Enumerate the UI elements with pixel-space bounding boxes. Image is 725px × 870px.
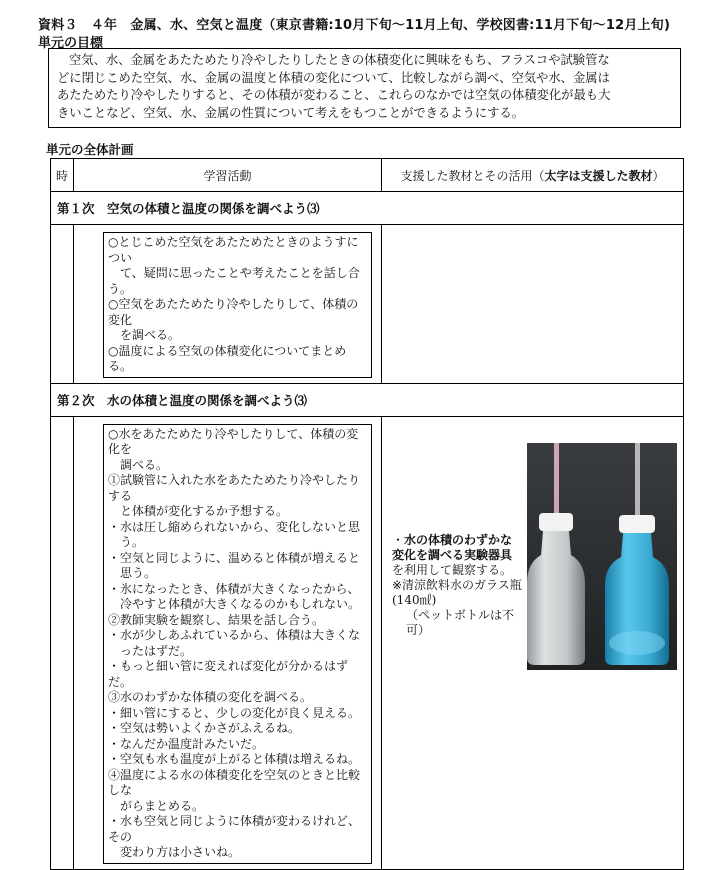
activity-line: 変わり方は小さいね。 xyxy=(108,845,241,859)
activity-line: う。 xyxy=(108,535,145,549)
header-support: 支援した教材とその活用（太字は支援した教材） xyxy=(382,159,684,192)
bottle-illustration xyxy=(527,443,677,670)
activity-line: 調べる。 xyxy=(108,457,169,472)
activity-line: ②教師実験を観察し、結果を話し合う。 xyxy=(108,612,325,627)
goal-line: 空気、水、金属をあたためたり冷やしたりしたときの体積変化に興味をもち、フラスコや試験管な xyxy=(69,53,610,67)
header-time: 時 xyxy=(51,159,74,192)
document-title: 資料３ ４年 金属、水、空気と温度（東京書籍:10月下旬〜11月上旬、学校図書:11月下旬〜12月上旬) xyxy=(38,18,671,33)
unit-goal-heading: 単元の目標 xyxy=(38,36,104,51)
activity-line: ・細い管にすると、少しの変化が良く見える。 xyxy=(108,705,361,720)
activity-line: ・氷になったとき、体積が大きくなったから、 xyxy=(108,581,360,596)
activity-line: ○水をあたためたり冷やしたりして、体積の変化を xyxy=(108,426,359,456)
activity-line: ・空気と同じように、温めると体積が増えると xyxy=(108,550,361,565)
section2-title: 第２次 水の体積と温度の関係を調べよう⑶ xyxy=(51,383,684,416)
activity-line: ったはずだ。 xyxy=(108,643,193,658)
glass-bottle-experiment-photo xyxy=(527,443,677,670)
activity-line: ④温度による水の体積変化を空気のときと比較しな xyxy=(108,767,361,797)
goal-line: あたためたり冷やしたりすると、その体積が変わること、これらのなかでは空気の体積変化が最も大 xyxy=(57,88,611,102)
plan-heading: 単元の全体計画 xyxy=(46,142,134,157)
support-material-text: ・水の体積のわずかな変化を調べる実験器具を利用して観察する。 ※清涼飲料水のガラス瓶(140㎖) （ペットボトルは不可） xyxy=(392,533,522,637)
activity-line: 冷やすと体積が大きくなるのかもしれない。 xyxy=(108,597,361,611)
support-note: （ペットボトルは不可） xyxy=(406,608,515,637)
activity-line: ・空気は勢いよくかさがふえるね。 xyxy=(108,721,301,735)
goal-line: きいことなど、空気、水、金属の性質について考えをもつことができるようにする。 xyxy=(57,105,525,120)
activity-line: と体積が変化するか予想する。 xyxy=(108,504,289,518)
activity-line: て、疑問に思ったことや考えたことを話し合う。 xyxy=(108,266,360,296)
activity-line: ・もっと細い管に変えれば変化が分かるはずだ。 xyxy=(108,659,349,689)
activity-box xyxy=(103,424,372,864)
activity-line: ○空気をあたためたり冷やしたりして、体積の変化 xyxy=(108,297,359,327)
activity-line: ・水も空気と同じように体積が変わるけれど、その xyxy=(108,814,361,844)
activity-line: がらまとめる。 xyxy=(108,798,205,813)
header-support-bold: 太字は支援した教材 xyxy=(544,168,653,183)
activity-line: ③水のわずかな体積の変化を調べる。 xyxy=(108,690,313,704)
section1-content-row xyxy=(51,225,684,384)
support-note: ※清涼飲料水のガラス瓶(140㎖) xyxy=(392,578,522,607)
goal-line: どに閉じこめた空気、水、金属の温度と体積の変化について、比較しながら調べ、空気や水、金属は xyxy=(57,70,610,85)
section-row xyxy=(51,383,684,416)
header-activity: 学習活動 xyxy=(74,159,382,192)
activity-line: ①試験管に入れた水をあたためたり冷やしたりする xyxy=(108,473,361,503)
activity-line: ○とじこめた空気をあたためたときのようすについ xyxy=(108,235,359,265)
activity-line: ・空気も水も温度が上がると体積は増えるね。 xyxy=(108,752,361,766)
activity-box xyxy=(103,232,372,378)
activity-line: ・なんだか温度計みたいだ。 xyxy=(108,736,265,751)
activity-line: を調べる。 xyxy=(108,328,181,342)
activity-line: 思う。 xyxy=(108,566,157,580)
activity-line: ・水は圧し縮められないから、変化しないと思 xyxy=(108,519,361,534)
section-row xyxy=(51,192,684,225)
activity-line: ○温度による空気の体積変化についてまとめる。 xyxy=(108,343,347,373)
table-header-row xyxy=(51,159,684,192)
unit-goal-box xyxy=(48,48,681,128)
activity-line: ・水が少しあふれているから、体積は大きくな xyxy=(108,628,361,642)
support-material-bold: 水の体積のわずかな変化を調べる実験器具 xyxy=(392,533,513,562)
section1-title: 第１次 空気の体積と温度の関係を調べよう⑶ xyxy=(51,192,684,225)
